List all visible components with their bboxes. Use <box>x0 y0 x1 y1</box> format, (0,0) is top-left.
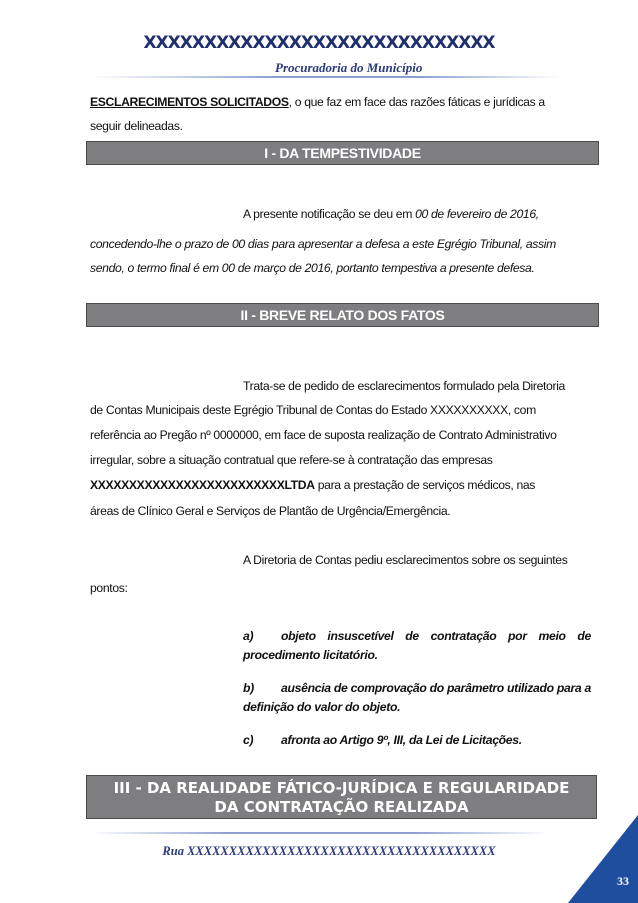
list-item-text: afronta ao Artigo 9º, III, da Lei de Licitações. <box>281 733 522 747</box>
intro-text-line1: , o que faz em face das razões fáticas e jurídicas a <box>288 95 545 109</box>
tempestividade-line1 <box>243 202 591 226</box>
relato-line6: áreas de Clínico Geral e Serviços de Plantão de Urgência/Emergência. <box>90 504 451 518</box>
intro-text-line2: seguir delineadas. <box>90 119 183 133</box>
list-item <box>243 731 591 750</box>
footer-divider <box>90 832 550 834</box>
intro-bold-term: ESCLARECIMENTOS SOLICITADOS <box>90 95 289 109</box>
section-heading-relato: II - BREVE RELATO DOS FATOS <box>86 303 599 327</box>
list-item-text: ausência de comprovação do parâmetro utilizado para a definição do valor do objeto. <box>243 681 591 714</box>
header-divider <box>90 76 560 78</box>
relato-p2-line2: pontos: <box>90 581 128 595</box>
relato-p2-line1: A Diretoria de Contas pediu esclarecimentos sobre os seguintes <box>243 553 568 567</box>
list-item-letter: b) <box>243 681 254 695</box>
list-item-text: objeto insuscetível de contratação por meio de procedimento licitatório. <box>243 629 591 662</box>
section-heading-tempestividade: I - DA TEMPESTIVIDADE <box>86 141 599 165</box>
tempestividade-text: A presente notificação se deu em <box>243 207 416 221</box>
relato-line3: referência ao Pregão nº 0000000, em face de suposta realização de Contrato Administrativo <box>90 428 557 442</box>
footer-address: Rua XXXXXXXXXXXXXXXXXXXXXXXXXXXXXXXXXXXXX <box>162 844 496 858</box>
relato-line5-rest: para a prestação de serviços médicos, nas <box>314 478 536 492</box>
section-heading-realidade-line1: III - DA REALIDADE FÁTICO-JURÍDICA E REGULARIDADE <box>113 779 570 797</box>
page-corner-decoration <box>568 815 638 903</box>
document-header-title: XXXXXXXXXXXXXXXXXXXXXXXXXXXXX <box>143 33 495 53</box>
list-item-letter: a) <box>243 629 254 643</box>
list-item-letter: c) <box>243 733 254 747</box>
document-header-subtitle: Procuradoria do Município <box>275 60 423 75</box>
relato-line2: de Contas Municipais deste Egrégio Tribunal de Contas do Estado XXXXXXXXXX, com <box>90 403 536 417</box>
section-heading-realidade <box>86 775 597 819</box>
section-heading-realidade-line2: DA CONTRATAÇÃO REALIZADA <box>214 798 469 816</box>
tempestividade-line3: sendo, o termo final é em 00 de março de 2016, portanto tempestiva a presente defesa. <box>90 261 535 275</box>
list-item <box>243 679 591 717</box>
company-name: XXXXXXXXXXXXXXXXXXXXXXXXXLTDA <box>90 478 315 492</box>
page-number: 33 <box>617 874 629 888</box>
tempestividade-date: 00 de fevereiro de 2016, <box>415 207 539 221</box>
relato-line5 <box>90 473 591 497</box>
relato-line4: irregular, sobre a situação contratual que refere-se à contratação das empresas <box>90 453 493 467</box>
intro-paragraph <box>90 90 591 138</box>
relato-line1: Trata-se de pedido de esclarecimentos formulado pela Diretoria <box>243 379 565 393</box>
list-item <box>243 627 591 665</box>
tempestividade-line2: concedendo-lhe o prazo de 00 dias para apresentar a defesa a este Egrégio Tribunal, assim <box>90 237 556 251</box>
